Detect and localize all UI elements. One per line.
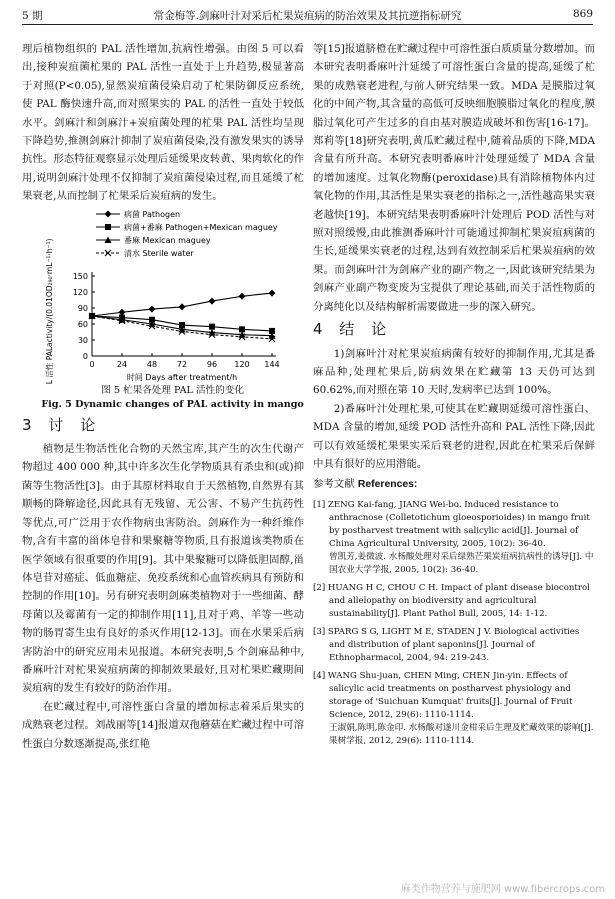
watermark: 麻类作物营养与施肥网 www.fibercrops.com [400,884,605,895]
header-rule [22,24,593,25]
figure-caption-en: Fig. 5 Dynamic changes of PAL activity in mango [41,398,304,410]
left-column [22,40,304,753]
data-point [179,303,186,310]
data-point [105,250,111,256]
reference-en: [1] ZENG Kai-fang, JIANG Wei-bo. Induced resistance to anthracnose (Colletotichum gloeosporioides) in mango fruit by postharvest treatment with salicylic acid[J]. Journal of China Agricultural University, 2005, 10(2): 36-40. [313,499,590,549]
legend-label: 番麻 Mexican maguey [124,235,211,245]
pal-chart [22,206,304,384]
right-column [313,40,595,753]
section-heading: 4 结 论 [313,320,393,339]
x-tick-label: 144 [264,359,280,369]
reference-item [313,499,595,577]
data-point [239,292,246,299]
data-point [149,305,156,312]
x-tick-label: 0 [89,359,95,369]
data-point [209,297,216,304]
x-tick-label: 72 [176,359,188,369]
references-title [313,475,595,494]
legend-label: 病菌+番麻 Pathogen+Mexican maguey [124,222,278,232]
reference-item [313,582,595,621]
reference-cn: 王淑娟,陈明,陈金印. 水杨酸对遂川金柑采后生理及贮藏效果的影响[J]. 果树学报, 2012, 29(6): 1110-1114. [329,722,594,746]
reference-en: [4] WANG Shu-juan, CHEN Ming, CHEN Jin-yin. Effects of salicylic acid treatments on postharvest physiology and storage of 'Suichuan Kumquat' fruits[J]. Journal of Fruit Science, 2012, 29(6): 1110-1114. [313,670,573,720]
x-tick-label: 120 [234,359,250,369]
reference-item [313,670,595,748]
x-tick-label: 48 [146,359,158,369]
y-tick-label: 0 [82,351,88,361]
data-point [269,289,276,296]
x-tick-label: 96 [206,359,218,369]
paragraph: 植物是生物活性化合物的天然宝库,其产生的次生代谢产物超过 400 000 种,其中许多次生化学物质具有杀虫和(或)抑菌等生物活性[3]。由于其原材料取自于天然植物,自然界有其顺畅的降解途径,因此具有无残留、无公害、不易产生抗药性等优点,可广泛用于农作物病虫害防治。剑麻作为一种纤维作物,含有丰富的甾体皂苷和果聚糖等物质,且有报道该类物质在医学领域有很重要的作用[9]。其中果聚糖可以降低胆固醇,甾体皂苷对癌症、低血糖症、免疫系统和心血管疾病具有预防和控制的作用[10]。另有研究表明剑麻类植物对于一些细菌、酵母菌以及霉菌有一定的抑制作用[11],且对于鸡、羊等一些动物的肠胃寄生虫有良好的杀灭作用[12-13]。而在水果采后病害防治中的研究应用未见报道。本研究表明,5 个剑麻品种中,番麻叶汁对杧果炭疽病菌的抑制效果最好,且对杧果贮藏期间炭疽病的发生有较好的防治作用。 [22,443,304,695]
references-title-cn: 参考文献 [313,478,355,491]
legend-label: 病菌 Pathogen [124,209,181,219]
reference-en: [2] HUANG H C, CHOU C H. Impact of plant disease biocontrol and allelopathy on biodiversity and agricultural sustainability[J]. Plant Pathol Bull, 2005, 14: 1-12. [313,582,590,619]
references-title-en: References: [357,479,418,491]
y-tick-label: 150 [72,271,88,281]
paragraph: 理后植物组织的 PAL 活性增加,抗病性增强。由图 5 可以看出,接种炭疽菌杧果的 PAL 活性一直处于上升趋势,极显著高于对照(P<0.05),显然炭疽菌侵染启动了杧果防御反应系统,使 PAL 酶快速升高,而对照果实的 PAL 的活性一直处于较低水平。剑麻汁和剑麻汁+炭疽菌处理的杧果 PAL 活性均呈现下降趋势,推测剑麻汁抑制了炭疽菌侵染,没有激发果实的诱导抗性。形态特征观察显示处理后延缓果皮转黄、果肉软化的作用,说明剑麻汁处理不仅抑制了炭疽菌侵染过程,而且延缓了杧果衰老,从而控制了杧果采后炭疽病的发生。 [22,43,304,203]
running-title: 常金梅等.剑麻叶汁对采后杧果炭疽病的防治效果及其抗逆指标研究 [153,10,462,22]
figure-caption-cn: 图 5 杧果各处理 PAL 活性的变化 [101,384,244,396]
data-point [105,210,112,217]
reference-en: [3] SPARG S G, LIGHT M E, STADEN J V. Biological activities and distribution of plant saponins[J]. Journal of Ethnopharmacol, 2004, 94: 219-243. [313,626,580,663]
reference-item [313,626,595,665]
conclusion-2: 2)番麻叶汁处理杧果,可使其在贮藏期延缓可溶性蛋白、MDA 含量的增加,延缓 POD 活性升高和 PAL 活性下降,因此可以有效延缓杧果果实采后衰老的进程,因此在杧果采后保鲜中具有很好的应用潜能。 [313,402,595,470]
section-heading: 3 讨 论 [22,415,102,434]
y-tick-label: 90 [77,303,88,313]
x-axis-label: 时间 Days after treatment/h [126,372,238,382]
pal-line-chart [22,206,304,384]
y-tick-label: 30 [77,335,88,345]
reference-cn: 曾凯芳,姜微波. 水杨酸处理对采后绿熟芒果炭疽病抗病性的诱导[J]. 中国农业大学学报, 2005, 10(2): 36-40. [329,551,594,575]
issue-number: 5 期 [22,10,43,22]
data-point [105,224,111,230]
y-axis-label: PAL 活性 PALactivity/(0.01OD₂₉₀·mL⁻¹·h⁻¹) [45,238,54,384]
y-tick-label: 60 [77,319,88,329]
legend-label: 清水 Sterile water [124,248,194,258]
page-number: 869 [572,8,593,20]
x-tick-label: 24 [116,359,128,369]
y-tick-label: 120 [72,287,88,297]
running-header [22,6,593,26]
conclusion-1: 1)剑麻叶汁对杧果炭疽病菌有较好的抑制作用,尤其是番麻品种,处理杧果后,防病效果在贮藏第 13 天仍可达到 60.62%,而对照在第 10 天时,发病率已达到 100%。 [313,347,595,397]
paragraph: 等[15]报道脐橙在贮藏过程中可溶性蛋白质质量分数增加。而本研究表明番麻叶汁延缓了可溶性蛋白含量的提高,延缓了杧果的成熟衰老进程,与前人研究结果一致。MDA 是膜脂过氧化的中间产物,其含量的高低可反映细胞膜脂过氧化的程度,膜脂过氧化可产生过多的自由基对膜造成破坏和伤害[16-17]。郑莉等[18]研究表明,黄瓜贮藏过程中,随着品质的下降,MDA 含量有所升高。本研究表明番麻叶汁处理延缓了 MDA 含量的增加速度。过氧化物酶(peroxidase)具有消除植物体内过氧化物的作用,其活性是果实衰老的指标之一,活性越高果实衰老越快[19]。本研究结果表明番麻叶汁处理后 POD 活性与对照对照缓慢,由此推测番麻叶汁可能通过抑制杧果炭疽病菌的生长,延缓果实衰老的过程,达到有效控制采后杧果炭疽病的效果。而剑麻叶汁为剑麻产业的副产物之一,因此该研究结果为剑麻产业副产物变废为宝提供了理论基础,而关于活性物质的分离纯化以及结构解析需要做进一步的深入研究。 [313,43,595,313]
data-point [209,323,215,329]
paragraph: 在贮藏过程中,可溶性蛋白含量的增加标志着采后果实的成熟衰老过程。刘战丽等[14]报道双孢蘑菇在贮藏过程中可溶性蛋白分数逐渐提高,张红艳 [22,700,304,750]
